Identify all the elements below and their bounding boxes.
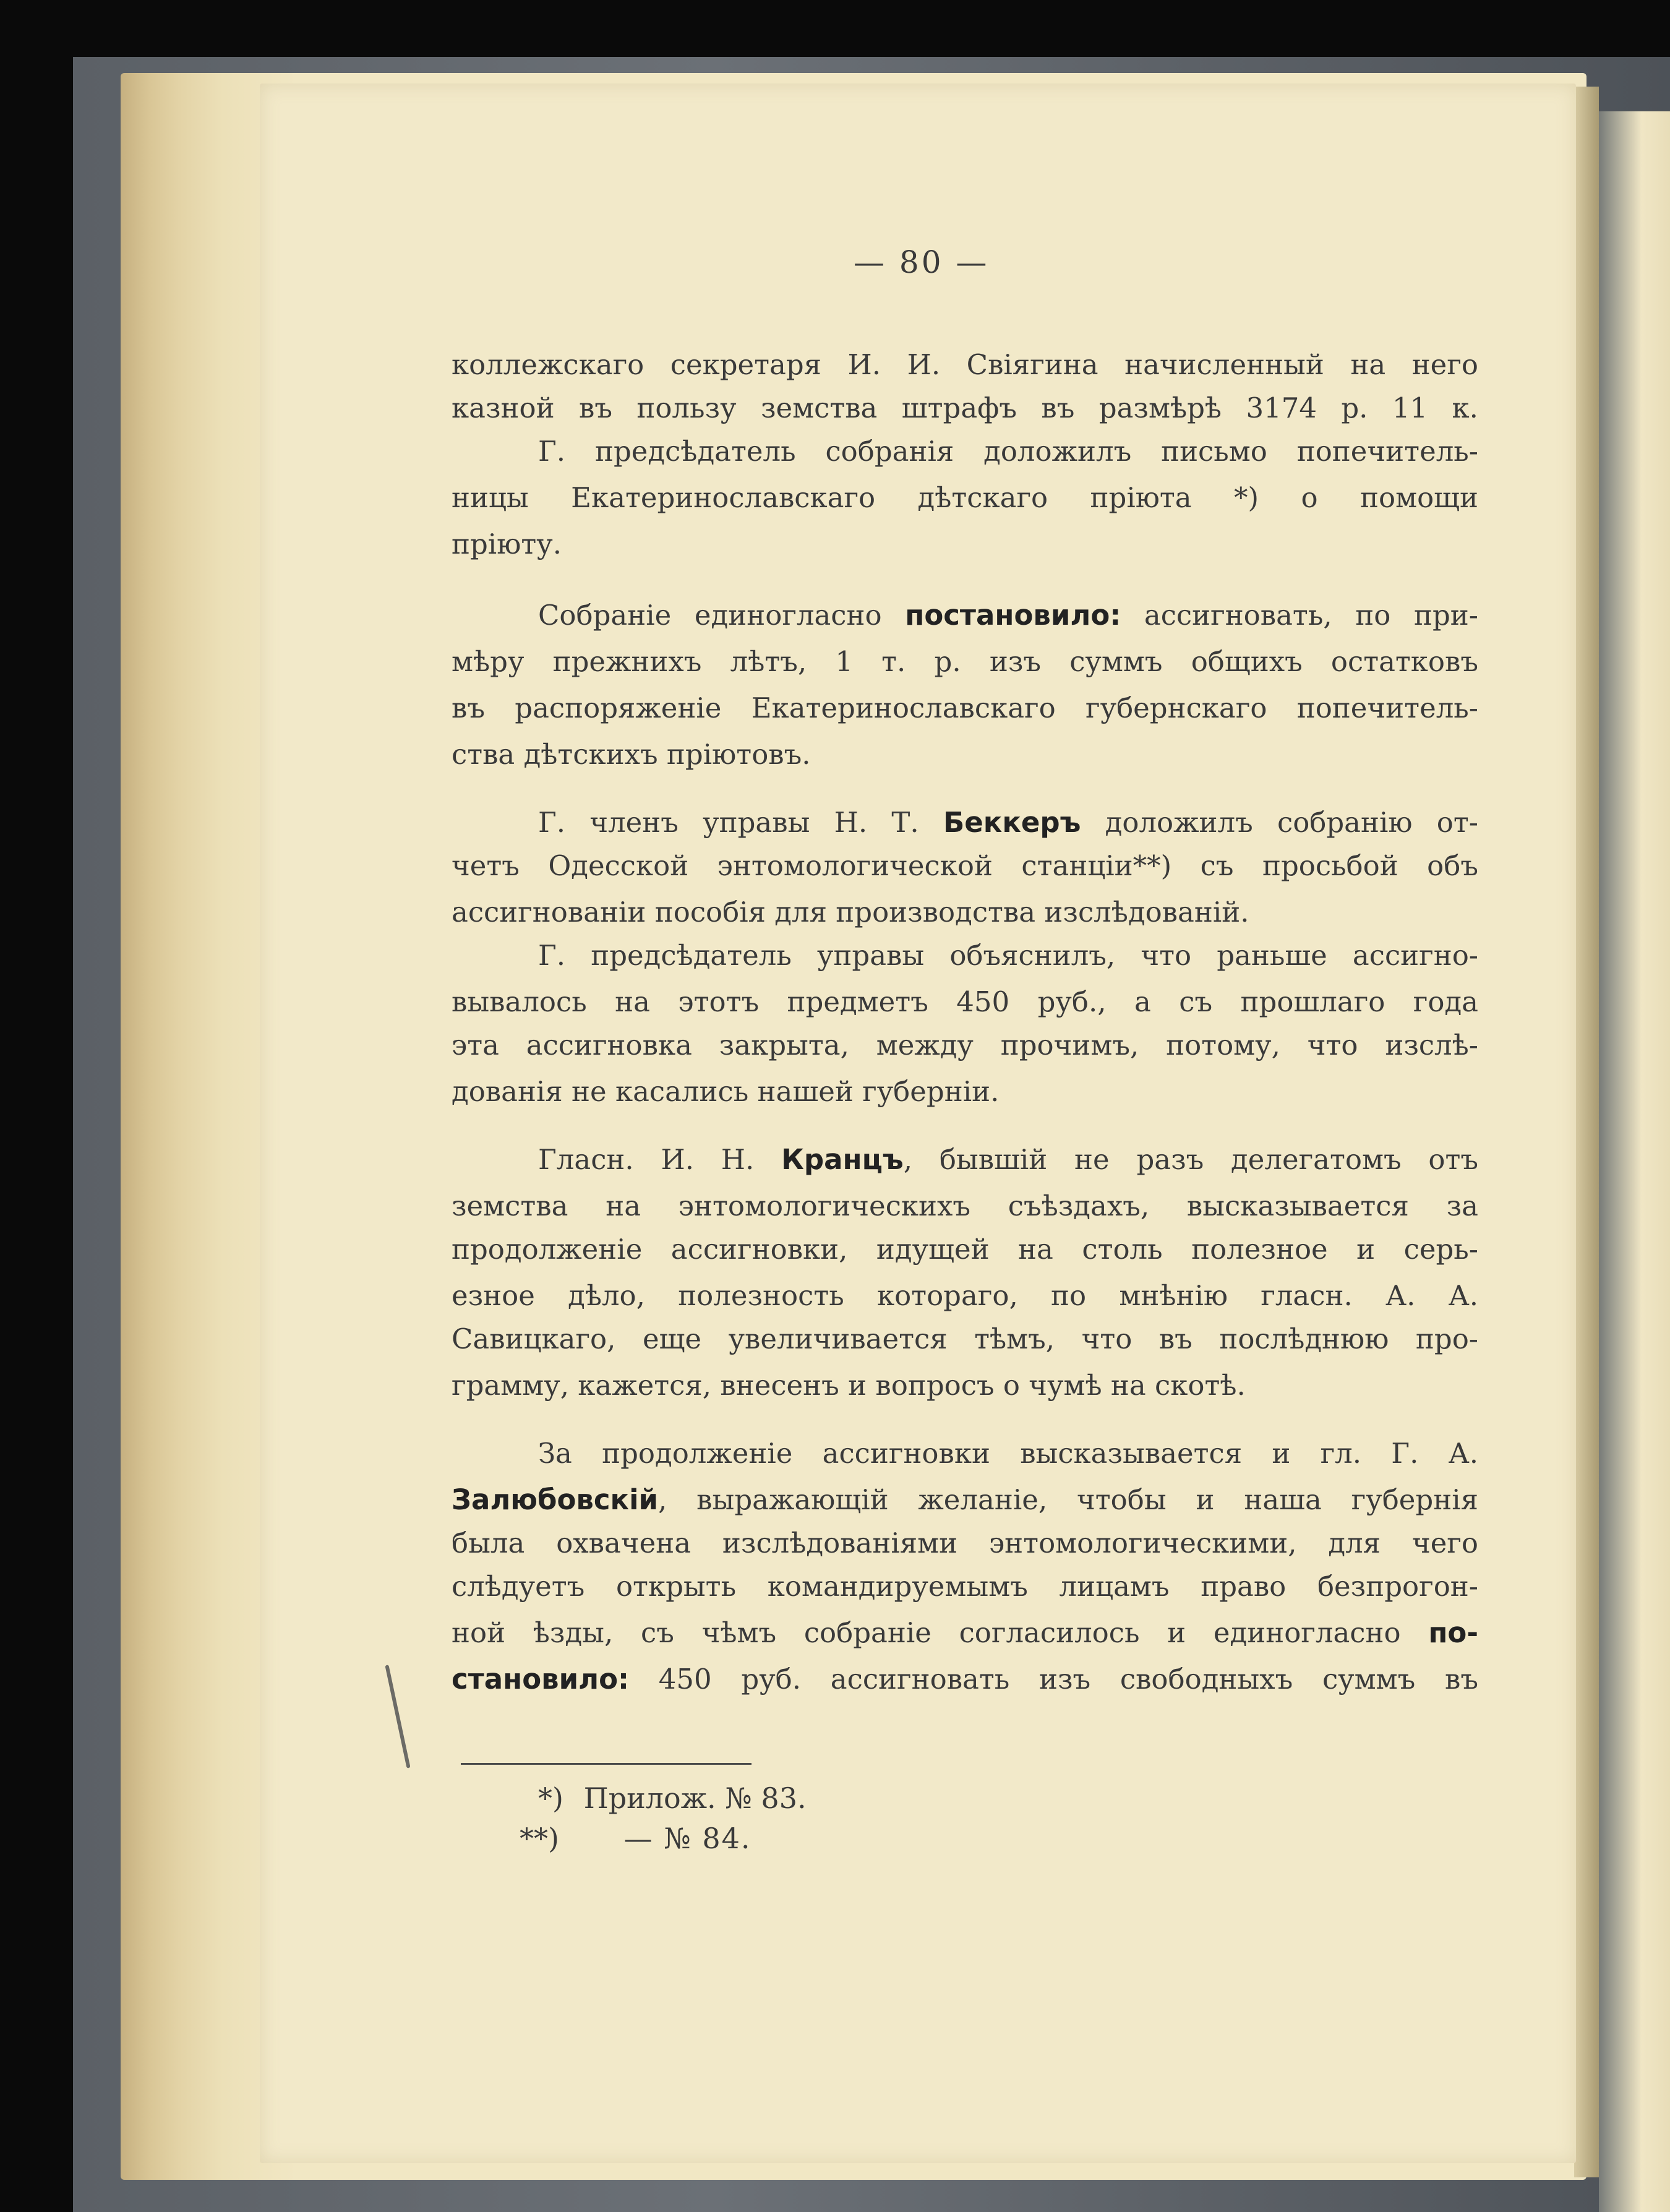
footnote-mark: **): [520, 1822, 559, 1855]
text-run: эта ассигновка закрыта, между прочимъ, потому, что изслѣ-: [452, 1029, 1478, 1061]
footnote-rule: [461, 1763, 751, 1765]
text-run: ницы Екатеринославскаго дѣтскаго пріюта *) о помощи: [452, 481, 1478, 514]
emphasized-text: Беккеръ: [943, 806, 1081, 839]
text-line: [452, 346, 1478, 384]
text-line: [452, 1321, 1478, 1358]
footnote-text: — № 84.: [623, 1822, 751, 1855]
text-line: [538, 597, 1478, 634]
text-run: продолженіе ассигновки, идущей на столь полезное и серь-: [452, 1233, 1478, 1266]
text-run: четъ Одесской энтомологической станціи**) съ просьбой объ: [452, 849, 1478, 882]
footnote-2: [520, 1822, 751, 1855]
text-run: была охвачена изслѣдованіями энтомологическими, для чего: [452, 1527, 1478, 1559]
page-number: — 80 —: [854, 244, 990, 280]
text-run: земства на энтомологическихъ съѣздахъ, высказывается за: [452, 1190, 1478, 1222]
footnote-1: [538, 1781, 807, 1815]
text-run: мѣру прежнихъ лѣтъ, 1 т. р. изъ суммъ общихъ остатковъ: [452, 645, 1478, 678]
emphasized-text: Залюбовскій: [452, 1483, 659, 1516]
text-line: [538, 804, 1478, 841]
text-run: грамму, кажется, внесенъ и вопросъ о чумѣ на скотѣ.: [452, 1369, 1246, 1402]
text-line: [452, 1277, 1478, 1314]
text-line: [452, 1027, 1478, 1064]
text-run: слѣдуетъ открыть командируемымъ лицамъ право безпрогон-: [452, 1570, 1478, 1603]
emphasized-text: постановило:: [905, 599, 1121, 632]
text-run: коллежскаго секретаря И. И. Свіягина начисленный на него: [452, 348, 1478, 381]
text-run: езное дѣло, полезность котораго, по мнѣнію гласн. А. А.: [452, 1279, 1478, 1312]
text-line: [452, 736, 1478, 773]
text-run: , бывшій не разъ делегатомъ отъ: [903, 1143, 1479, 1176]
text-line: [452, 1568, 1478, 1605]
footnote-mark: *): [538, 1781, 563, 1815]
adjacent-page: [1599, 111, 1670, 2212]
emphasized-text: Кранцъ: [781, 1143, 904, 1176]
text-run: Савицкаго, еще увеличивается тѣмъ, что въ послѣднюю про-: [452, 1322, 1478, 1355]
text-run: , выражающій желаніе, чтобы и наша губернія: [658, 1483, 1478, 1516]
text-run: ассигновать, по при-: [1121, 599, 1478, 632]
text-line: [538, 1141, 1478, 1178]
text-run: Гласн. И. Н.: [538, 1143, 782, 1176]
text-run: казной въ пользу земства штрафъ въ размѣрѣ 3174 р. 11 к.: [452, 392, 1478, 424]
text-line: [452, 1614, 1478, 1652]
text-line: [452, 984, 1478, 1021]
text-run: доложилъ собранію от-: [1081, 806, 1478, 839]
text-line: [452, 1481, 1478, 1519]
text-line: [452, 479, 1478, 517]
text-line: [452, 847, 1478, 885]
text-run: Г. предсѣдатель управы объяснилъ, что раньше ассигно-: [538, 939, 1478, 972]
text-run: Г. предсѣдатель собранія доложилъ письмо попечитель-: [538, 435, 1478, 468]
text-run: ства дѣтскихъ пріютовъ.: [452, 738, 811, 771]
text-run: Г. членъ управы Н. Т.: [538, 806, 943, 839]
text-run: За продолженіе ассигновки высказывается и гл. Г. А.: [538, 1437, 1478, 1470]
text-line: [452, 690, 1478, 727]
text-run: 450 руб. ассигновать изъ свободныхъ суммъ въ: [629, 1663, 1478, 1695]
text-run: дованія не касались нашей губерніи.: [452, 1075, 1000, 1108]
text-run: въ распоряженіе Екатеринославскаго губернскаго попечитель-: [452, 692, 1478, 724]
text-line: [452, 1367, 1478, 1404]
text-line: [452, 894, 1478, 931]
text-run: ной ѣзды, съ чѣмъ собраніе согласилось и единогласно: [452, 1616, 1429, 1649]
text-run: вывалось на этотъ предметъ 450 руб., а съ прошлаго года: [452, 985, 1478, 1018]
emphasized-text: по-: [1428, 1616, 1478, 1649]
text-line: [452, 1188, 1478, 1225]
text-run: ассигнованіи пособія для производства изслѣдованій.: [452, 896, 1249, 928]
text-line: [452, 1661, 1478, 1698]
footnote-text: Прилож. № 83.: [583, 1781, 807, 1815]
text-run: Собраніе единогласно: [538, 599, 906, 632]
text-run: пріюту.: [452, 528, 562, 560]
text-line: [538, 433, 1478, 470]
emphasized-text: становило:: [452, 1663, 630, 1695]
page-edge: [1574, 87, 1599, 2177]
text-line: [452, 390, 1478, 427]
text-line: [538, 937, 1478, 974]
text-line: [452, 1525, 1478, 1562]
text-line: [452, 1073, 1478, 1110]
text-line: [452, 526, 1478, 563]
text-line: [538, 1435, 1478, 1472]
text-line: [452, 1231, 1478, 1268]
text-line: [452, 643, 1478, 680]
